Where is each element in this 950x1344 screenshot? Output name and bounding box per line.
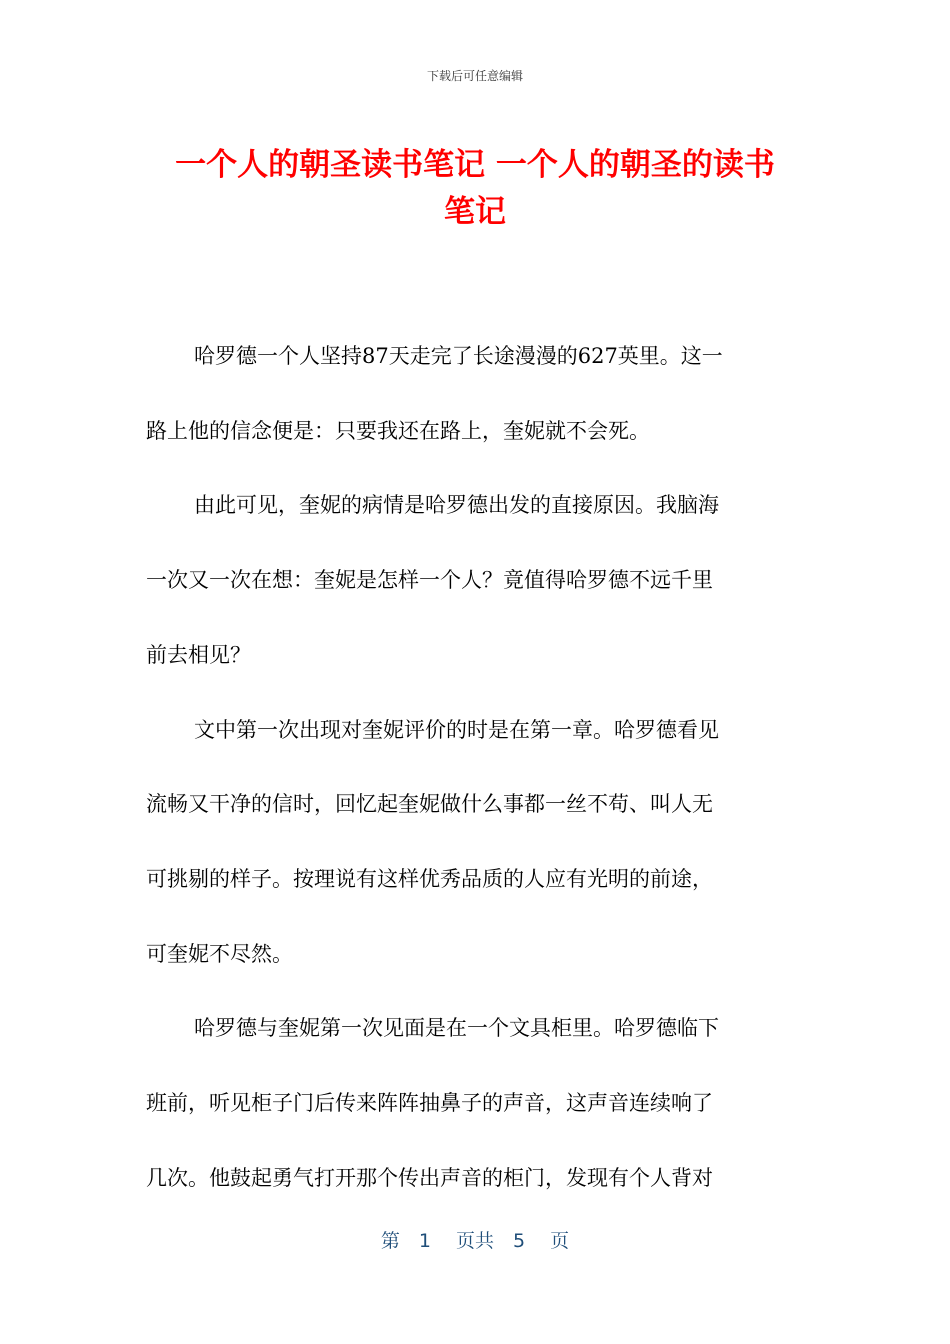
paragraph-line: 班前，听见柜子门后传来阵阵抽鼻子的声音，这声音连续响了 (146, 1091, 713, 1116)
paragraph-line: 由此可见，奎妮的病情是哈罗德出发的直接原因。我脑海 (194, 493, 719, 518)
body-text (146, 319, 806, 1215)
title-line-1: 一个人的朝圣读书笔记 一个人的朝圣的读书 (175, 147, 775, 183)
paragraph-line: 可奎妮不尽然。 (146, 941, 293, 966)
title-line-2: 笔记 (444, 194, 506, 230)
paragraph-line: 可挑剔的样子。按理说有这样优秀品质的人应有光明的前途， (146, 866, 713, 891)
paragraph-line: 几次。他鼓起勇气打开那个传出声音的柜门，发现有个人背对 (146, 1165, 713, 1190)
paragraph-line: 一次又一次在想：奎妮是怎样一个人？竟值得哈罗德不远千里 (146, 568, 713, 593)
paragraph-line: 哈罗德与奎妮第一次见面是在一个文具柜里。哈罗德临下 (194, 1016, 719, 1041)
header-note: 下载后可任意编辑 (426, 69, 523, 83)
paragraph-line: 路上他的信念便是：只要我还在路上，奎妮就不会死。 (146, 418, 650, 443)
page-title (140, 142, 810, 236)
page-number-footer: 第 1 页共 5 页 (380, 1230, 570, 1252)
paragraph-line: 文中第一次出现对奎妮评价的时是在第一章。哈罗德看见 (194, 717, 719, 742)
paragraph-line: 哈罗德一个人坚持87天走完了长途漫漫的627英里。这一 (194, 344, 723, 368)
paragraph-line: 流畅又干净的信时，回忆起奎妮做什么事都一丝不苟、叫人无 (146, 792, 713, 817)
paragraph-line: 前去相见？ (146, 642, 251, 667)
